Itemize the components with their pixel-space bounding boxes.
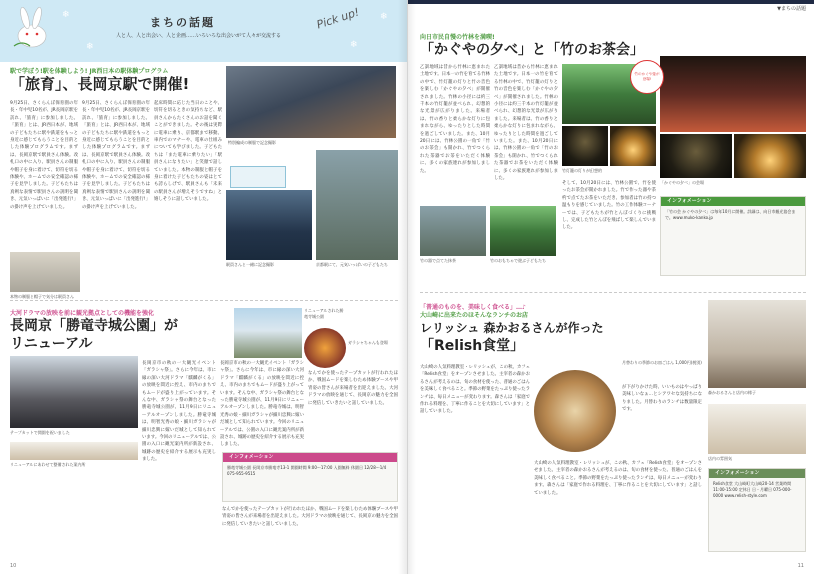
- speech-text: 竹のかぐや姫が登場!: [634, 72, 660, 81]
- photo-tea-ceremony: [420, 206, 486, 256]
- gutter-shadow: [398, 0, 416, 574]
- caption-shop: 店内の雰囲気: [708, 456, 732, 461]
- article3-headline2: リニューアル: [10, 336, 93, 352]
- article3-body-a: 長岡京市の秋の一大観光イベント「ガラシャ祭」。さらに今年は、市に縁の深い大河ドラマ「麒麟がくる」の放映を間近に控え、市内のまちでもムードが盛り上がっています。そんな中、ガラシャ祭の舞台となった勝竜寺城公園が、11月9日にリニューアルオープンしました。勝竜寺城は、明智光秀の娘・細川ガラシャが細川忠興に嫁いだ城として知られています。今回のリニューアルでは、公園の入口に観光案内所が新設され、城跡の歴史を紹介する展示も充実しました。: [142, 361, 216, 463]
- article3-body-b: 長岡京市の秋の一大観光イベント「ガラシャ祭」。さらに今年は、市に縁の深い大河ドラマ「麒麟がくる」の放映を間近に控え、市内のまちでもムードが盛り上がっています。そんな中、ガラシャ祭の舞台となった勝竜寺城公園が、11月9日にリニューアルオープンしました。勝竜寺城は、明智光秀の娘・細川ガラシャが細川忠興に嫁いだ城として知られています。今回のリニューアルでは、公園の入口に観光案内所が新設され、城跡の歴史を紹介する展示も充実しました。: [220, 361, 304, 448]
- snowflake-icon: ❄: [380, 12, 388, 22]
- photo-night-grove: [660, 134, 732, 178]
- info-box-bamboo: [660, 196, 806, 276]
- divider: [420, 292, 806, 293]
- article4-headline2: 「Relish食堂」: [420, 338, 525, 354]
- article1-kicker: 駅で学ぼう!駅を体験しよう! JR西日本の駅体験プログラム: [10, 68, 169, 75]
- caption-ride: 京都駅にて、元気いっぱいの子どもたち: [316, 262, 388, 267]
- caption-kids-bamboo: 竹のおもちゃで遊ぶ子どもたち: [490, 258, 546, 263]
- caption-train: 特別編成の制服で記念撮影: [228, 140, 276, 145]
- photo-kids-ride: [316, 150, 398, 260]
- article2-body-c: そして、10月20日には、竹林公園で、竹を使ったお茶会が開かれました。竹で作った器や茶杓で点てたお茶をいただき、参加者は竹の持つ温もりを感じていました。竹の工作体験コーナーでは、子どもたちが竹とんぼづくりに挑戦し、完成した竹とんぼを飛ばして楽しんでいました。: [562, 181, 656, 231]
- top-rule: [408, 0, 814, 4]
- caption-kids: 駅員さんと一緒に記念撮影: [226, 262, 274, 267]
- photo-tape-cut: [10, 356, 138, 428]
- article1-body-left: 9月25日、さくらんぼ保育園の年長・年中児10名が、JR長岡京駅を訪れ、「旅育」に参加しました。「旅育」とは、JR西日本が、地域の子どもたちに駅や鉄道をもっと身近に感じてもらうことを目的とした体験プログラムです。まずは、長岡京駅で駅員さん体験。改札口の中に入り、駅員さんの制服や帽子を身に着けて、切符を切る体験や、ホームでの安全確認の様子を見学しました。子どもたちは真剣な表情で駅員さんの説明を聞き、元気いっぱいに「出発進行!」の掛け声を上げていました。: [10, 101, 78, 210]
- caption-kaguya: 「かぐやの夕べ」の会場: [660, 180, 704, 185]
- banner-subtitle: 人と人、人と出会い、人と企画……いろいろな出会いがて人々が交流する: [116, 33, 282, 39]
- article3-body-d: なんでかを使ったテープカットが行われたほか、戦国ムードを楽しむため体験ブースや甲冑姿の皆さんが来場者を出迎えました。大河ドラマの放映を通じて、長岡京の魅力を全国に発信していきたいと話していました。: [222, 507, 398, 527]
- pickup-label: Pick up!: [315, 5, 361, 32]
- article4-kicker2: 大山崎に出来たのほそんなランチのお店: [420, 312, 529, 319]
- info-body: Relish食堂 大山崎町大山崎20-14 営業時間 11:00-15:00 定休日 日・月曜日 075-000-0000 www.relish-style.com: [713, 481, 792, 498]
- section-banner: [0, 0, 407, 62]
- photo-night-lights: [734, 134, 806, 178]
- photo-mascot: [304, 328, 346, 368]
- photo-lunch-plate: [534, 370, 616, 452]
- photo-sign: [10, 252, 80, 292]
- right-page: [407, 0, 814, 574]
- article4-headline1: レリッシュ 森かおるさんが作った: [420, 321, 604, 335]
- article4-body-a: 大山崎の人気料理教室・レリッシュが、この秋、カフェ「Relish食堂」をオープンさせました。主宰者の森かおるさんが考えるのは、旬の食材を使った、普通のごはんを美味しく食べること。季節の野菜をたっぷり使ったランチは、毎日メニューが変わります。森さんは「家庭で作れる料理を、丁寧に作ることを大切にしています」と話していました。: [420, 365, 530, 415]
- article4-body-b: が下がりかけた時、いいものはやっぱり美味しいなぁ…とシアワセな気持ちになりました。月替わりのランチは数量限定です。: [622, 385, 702, 413]
- article4-body-c: 大山崎の人気料理教室・レリッシュが、この秋、カフェ「Relish食堂」をオープンさせました。主宰者の森かおるさんが考えるのは、旬の食材を使った、普通のごはんを美味しく食べること。季節の野菜をたっぷり使ったランチは、毎日メニューが変わります。森さんは「家庭で作れる料理を、丁寧に作ることを大切にしています」と話していました。: [534, 461, 702, 496]
- article2-body-b: 乙訓地域は昔から竹林に恵まれた土地です。日本一の竹を育てる竹林の中で、竹灯籠の灯りと竹の音色を楽しむ「かぐやの夕べ」が開催されました。竹林の小径には約三千本の竹灯籠が並べられ、幻想的な光景が広がりました。来場者は、竹の香りと柔らかな灯りに包まれながら、ゆったりとした時間を過ごしていました。また、10月20日には、竹林公園の一角で「竹のお茶会」も開かれ、竹でつくられた茶器でお茶をいただく体験に、多くの家族連れが参加しました。: [494, 65, 558, 182]
- article3-body-c: なんでかを使ったテープカットが行われたほか、戦国ムードを楽しむため体験ブースや甲冑姿の皆さんが来場者を出迎えました。大河ドラマの放映を通じて、長岡京の魅力を全国に発信していきたいと話していました。: [308, 371, 398, 406]
- article3-kicker: 大河ドラマの放映を前に観光拠点としての機能を強化: [10, 310, 155, 317]
- article2-kicker: 向日市民自慢の竹林を満喫!: [420, 34, 495, 41]
- article2-body-a: 乙訓地域は昔から竹林に恵まれた土地です。日本一の竹を育てる竹林の中で、竹灯籠の灯りと竹の音色を楽しむ「かぐやの夕べ」が開催されました。竹林の小径には約三千本の竹灯籠が並べられ、幻想的な光景が広がりました。来場者は、竹の香りと柔らかな灯りに包まれながら、ゆったりとした時間を過ごしていました。また、10月20日には、竹林公園の一角で「竹のお茶会」も開かれ、竹でつくられた茶器でお茶をいただく体験に、多くの家族連れが参加しました。: [420, 65, 490, 174]
- caption-park: リニューアルされた勝竜寺城公園: [304, 308, 344, 319]
- article4-kicker: 「普通のものを、美味しく食べる」…♪: [420, 304, 526, 311]
- photo-shop-interior: [708, 404, 806, 454]
- caption-ceremony: テープカットで開園を祝いました: [10, 430, 70, 435]
- photo-ticket-card: [230, 166, 286, 188]
- snowflake-icon: ❄: [350, 40, 358, 50]
- photo-castle-park: [234, 308, 302, 358]
- rabbit-icon: [8, 6, 54, 50]
- info-body: 勝竜寺城公園 長岡京市勝竜寺13-1 開園時間 9:00〜17:00 入園無料 休園日 12/28〜1/4 075-955-9515: [227, 465, 387, 476]
- article2-headline: 「かぐやの夕べ」と「竹のお茶会」: [420, 42, 644, 58]
- page-number-left: 10: [10, 563, 17, 569]
- article1-body-mid: 9月25日、さくらんぼ保育園の年長・年中児10名が、JR長岡京駅を訪れ、「旅育」に参加しました。「旅育」とは、JR西日本が、地域の子どもたちに駅や鉄道をもっと身近に感じてもらうことを目的とした体験プログラムです。まずは、長岡京駅で駅員さん体験。改札口の中に入り、駅員さんの制服や帽子を身に着けて、切符を切る体験や、ホームでの安全確認の様子を見学しました。子どもたちは真剣な表情で駅員さんの説明を聞き、元気いっぱいに「出発進行!」の掛け声を上げていました。: [82, 101, 150, 210]
- photo-lantern-night: [562, 126, 608, 166]
- info-body: 「竹の会 かぐやの夕べ」は毎年10月に開催。詳細は、向日市観光協会まで。www.muko-kanko.jp: [665, 209, 796, 220]
- banner-title: まちの話題: [150, 16, 215, 29]
- caption-mascot: ガラシャちゃんも登場: [348, 340, 388, 345]
- snowflake-icon: ❄: [62, 10, 70, 20]
- info-box-castle: [222, 452, 398, 502]
- speech-bubble: [630, 60, 664, 94]
- photo-lantern: [610, 126, 656, 166]
- caption-sign: 本物の制服と帽子で気分は駅員さん: [10, 294, 74, 299]
- caption-owner: 森かおるさんと店内の様子: [708, 390, 756, 395]
- caption-lantern: 竹灯籠の灯りが幻想的: [562, 168, 602, 173]
- photo-kids-bamboo: [490, 206, 556, 256]
- caption-tea: 竹の器で点てた抹茶: [420, 258, 456, 263]
- section-label: ▼まちの話題: [777, 6, 806, 12]
- caption-food: 月替わりの季節のお皿ごはん 1,000円(税別): [622, 360, 702, 365]
- photo-info-center: [10, 442, 138, 460]
- info-heading: インフォメーション: [223, 453, 397, 462]
- info-heading: インフォメーション: [709, 469, 805, 478]
- article3-headline1: 長岡京「勝竜寺城公園」が: [10, 318, 178, 334]
- snowflake-icon: ❄: [86, 42, 94, 52]
- caption-people: リニューアルにあわせて整備された案内所: [10, 462, 86, 467]
- info-box-relish: [708, 468, 806, 552]
- photo-kaguya-hime: [660, 56, 806, 132]
- photo-kids-uniform: [226, 190, 312, 260]
- photo-owner: [708, 300, 806, 388]
- photo-train: [226, 66, 396, 138]
- divider: [10, 300, 398, 301]
- article1-headline: 「旅育」、長岡京駅で開催!: [10, 75, 190, 93]
- article1-body-right: 起床時間に応じた当日のことや、切符を切るときの気持ちなど、駅員さんからたくさんのお話を聞くことができました。その後は実際に電車に乗り、京都駅まで移動。車内でのマナーや、電車の仕組みについても学びました。子どもたちは「また電車に乗りたい」「駅員さんになりたい」と笑顔で話していました。本物の制服と帽子を身に着けた子どもたちの姿はとても誇らしげで、駅員さんも「未来の駅員さんが増えそうですね」と嬉しそうに話していました。: [154, 101, 222, 203]
- info-heading: インフォメーション: [661, 197, 805, 206]
- page-number-right: 11: [797, 563, 804, 569]
